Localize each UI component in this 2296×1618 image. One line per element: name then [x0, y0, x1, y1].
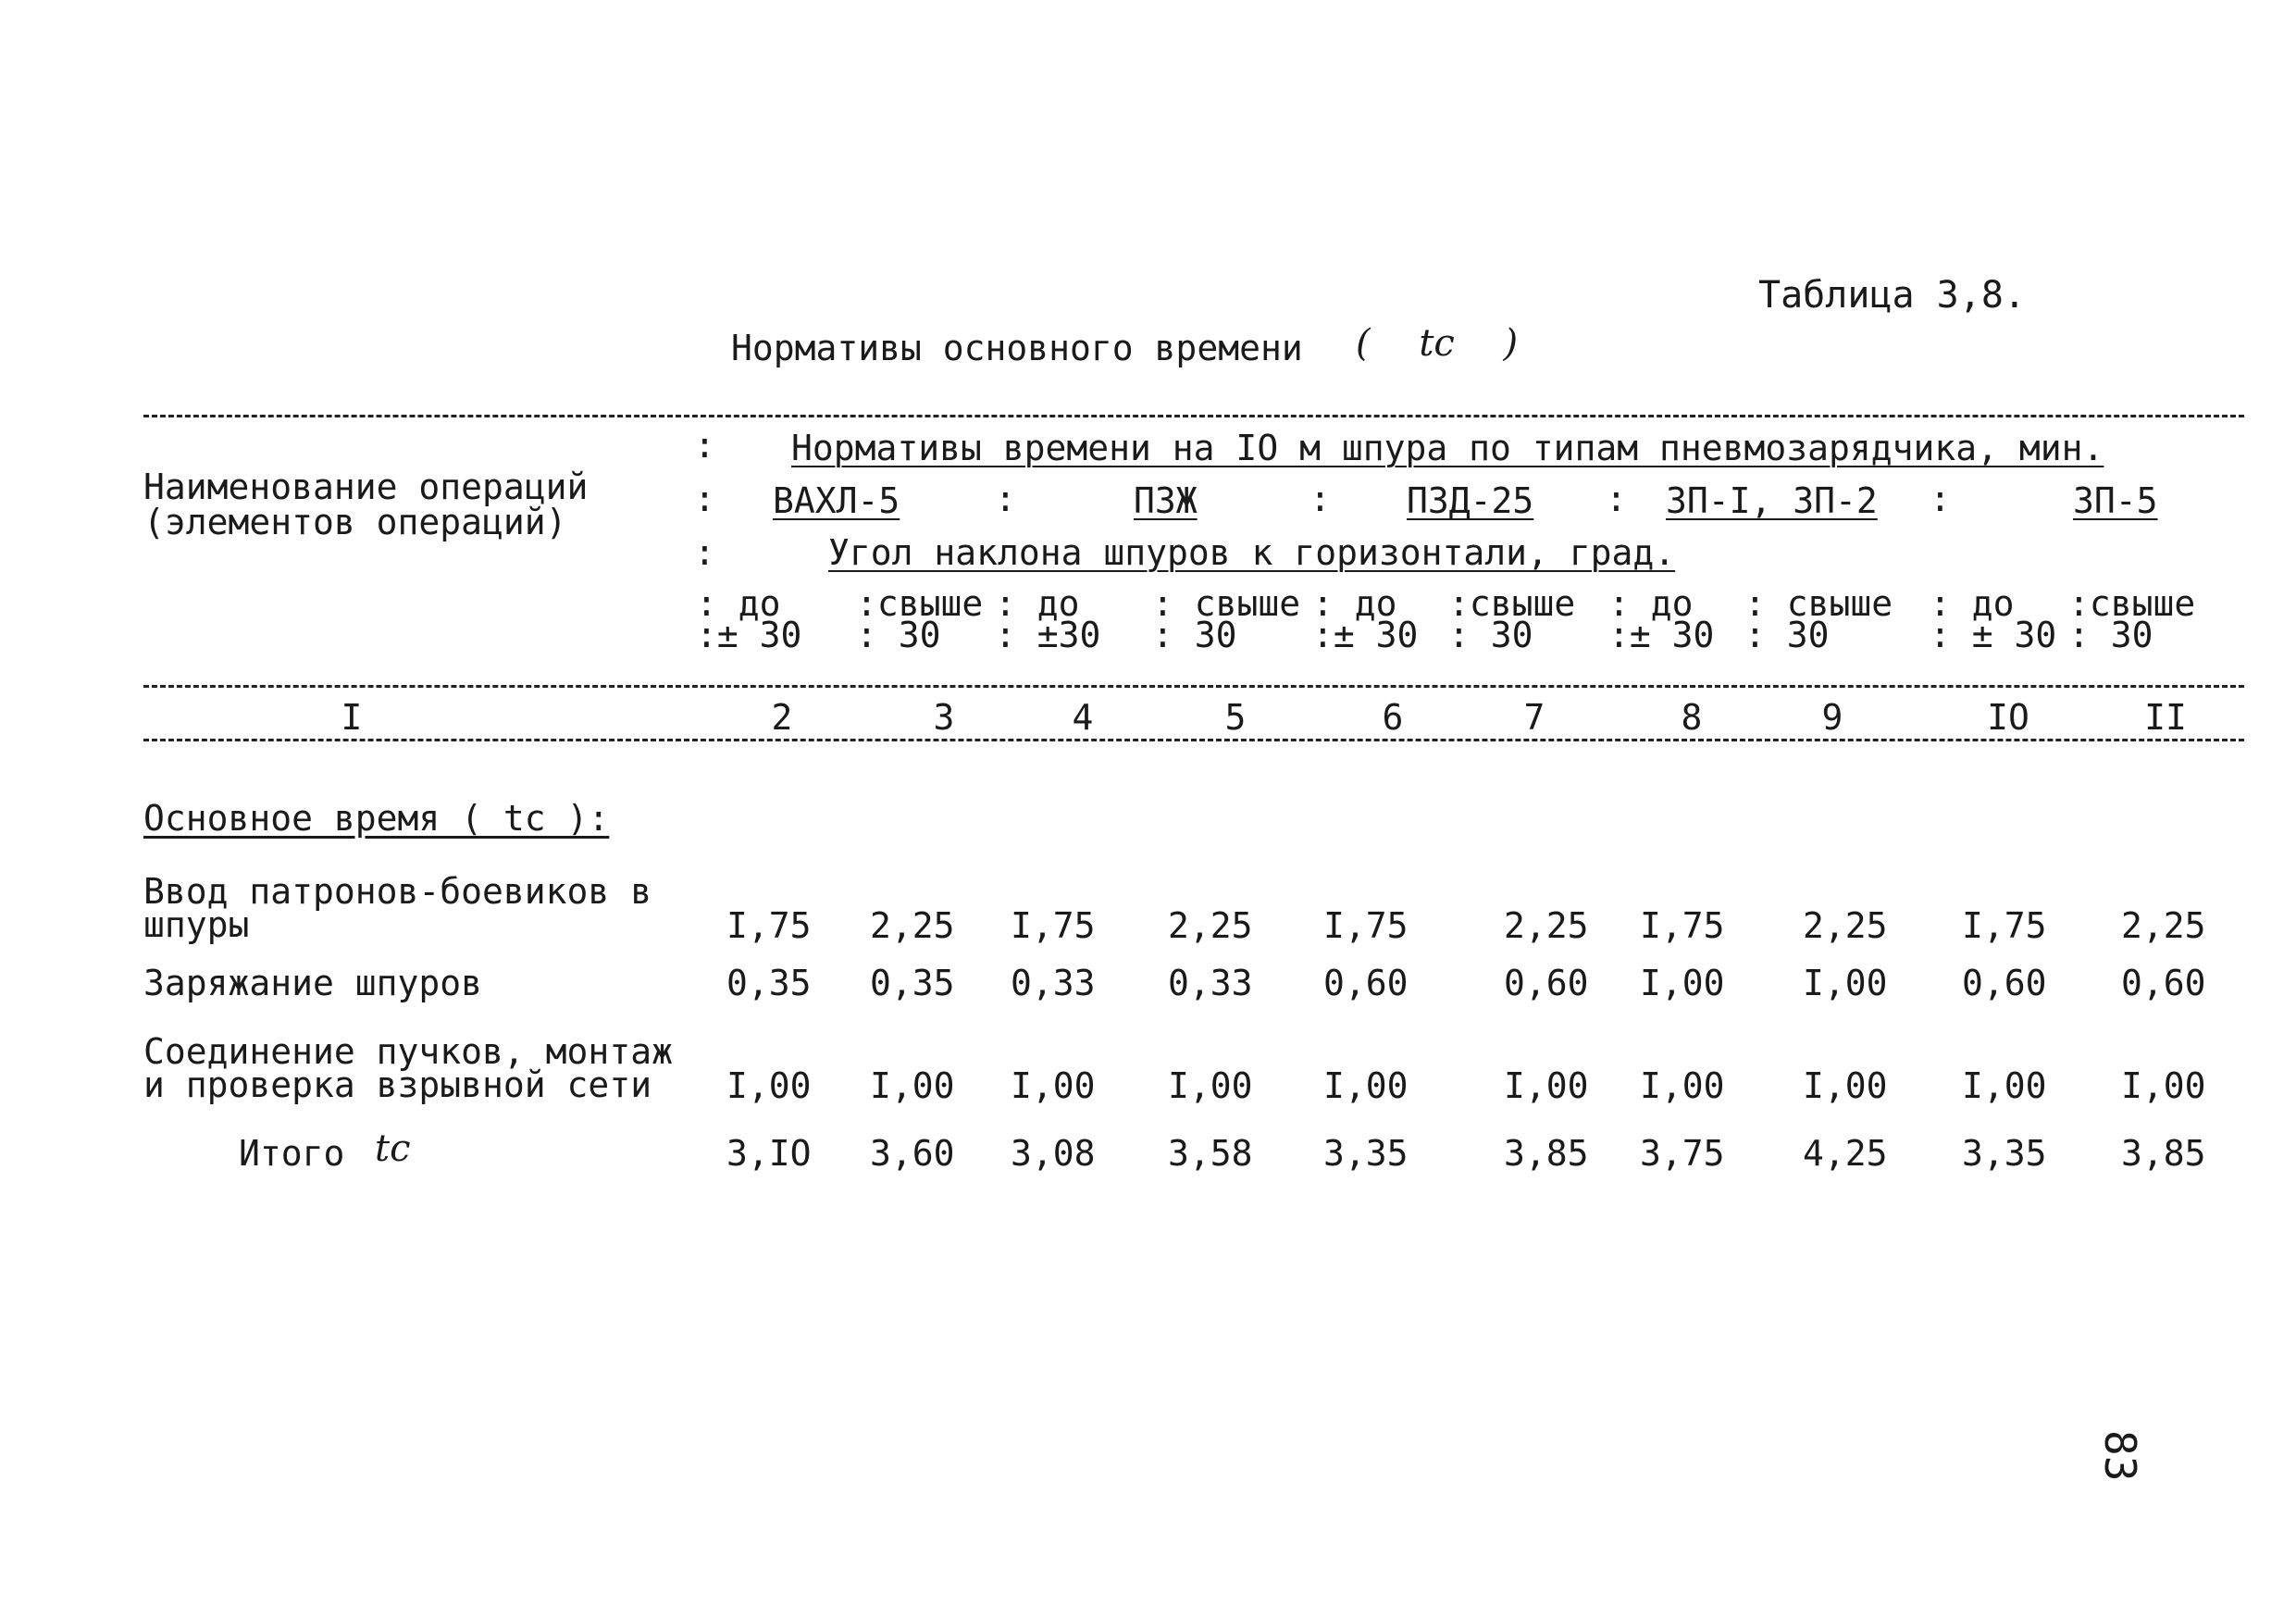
cell-value: I,75: [1640, 905, 1725, 946]
cell-value: 0,60: [1323, 963, 1409, 1003]
cell-value: 4,25: [1803, 1133, 1888, 1174]
loader-vakhl5: ВАХЛ-5: [773, 480, 900, 521]
col-number: 3: [916, 700, 972, 735]
cell-value: 0,33: [1011, 963, 1096, 1003]
subheader-col-9: : свыше : 30: [1744, 583, 1893, 655]
section-title: Основное время ( tc ):: [143, 798, 610, 839]
table-title: Нормативы основного времени: [731, 328, 1303, 368]
table-label: Таблица 3,8.: [1758, 274, 2026, 317]
cell-value: 3,35: [1323, 1133, 1409, 1174]
colon-sep: :: [694, 479, 715, 519]
subheader-text: 30: [1786, 615, 1830, 655]
subheader-text: свыше: [2089, 583, 2196, 624]
subheader-col-6: : до :± 30: [1312, 583, 1419, 655]
total-symbol: tc: [375, 1127, 411, 1170]
subheader-col-8: : до :± 30: [1608, 583, 1715, 655]
subheader-col-2: : до :± 30: [696, 583, 802, 655]
cell-value: 2,25: [1504, 905, 1589, 946]
cell-value: I,75: [1962, 905, 2047, 946]
cell-value: 0,35: [726, 963, 812, 1003]
colon-sep: :: [694, 425, 715, 466]
cell-value: 3,IO: [726, 1133, 812, 1174]
cell-value: I,00: [2121, 1065, 2206, 1106]
subheader-text: свыше: [1786, 583, 1893, 624]
cell-value: I,00: [1640, 963, 1725, 1003]
col-number: 4: [1055, 700, 1111, 735]
subheader-text: ± 30: [716, 615, 802, 655]
row-name-line: Соединение пучков, монтаж: [143, 1031, 673, 1072]
subheader-col-10: : до : ± 30: [1930, 583, 2057, 655]
cell-value: 3,75: [1640, 1133, 1725, 1174]
loader-zp5: ЗП-5: [2073, 480, 2158, 521]
col-header-operations-line1: Наименование операций: [143, 467, 589, 507]
cell-value: I,00: [1504, 1065, 1589, 1106]
col-number: IO: [1976, 700, 2041, 735]
subheader-text: 30: [1194, 615, 1237, 655]
col-header-operations-line2: (элементов операций): [143, 502, 567, 542]
subheader-text: ± 30: [1333, 615, 1419, 655]
cell-value: 3,35: [1962, 1133, 2047, 1174]
col-number: 5: [1208, 700, 1263, 735]
cell-value: 3,58: [1168, 1133, 1253, 1174]
subheader-col-7: :свыше : 30: [1448, 583, 1576, 655]
row-name: [143, 871, 652, 945]
rule-numbers-bottom: [143, 739, 2244, 741]
cell-value: 0,35: [870, 963, 955, 1003]
subheader-text: свыше: [876, 583, 984, 624]
colon-sep: :: [1606, 479, 1627, 519]
cell-value: I,00: [1168, 1065, 1253, 1106]
cell-value: I,75: [726, 905, 812, 946]
col-number: 2: [754, 700, 810, 735]
colon-sep: :: [1309, 479, 1331, 519]
colon-sep: :: [1930, 479, 1951, 519]
cell-value: I,75: [1323, 905, 1409, 946]
cell-value: 0,60: [2121, 963, 2206, 1003]
col-number: I: [315, 700, 389, 735]
cell-value: I,00: [1803, 963, 1888, 1003]
subheader-text: свыше: [1469, 583, 1576, 624]
rule-top: [143, 415, 2244, 417]
row-name: [143, 965, 482, 1001]
subheader-text: до: [1650, 583, 1694, 624]
subheader-text: ± 30: [1629, 615, 1715, 655]
cell-value: I,00: [1640, 1065, 1725, 1106]
cell-value: I,75: [1011, 905, 1096, 946]
cell-value: 2,25: [1168, 905, 1253, 946]
cell-value: I,00: [1803, 1065, 1888, 1106]
col-number: 9: [1805, 700, 1860, 735]
cell-value: 3,85: [1504, 1133, 1589, 1174]
cell-value: 3,85: [2121, 1133, 2206, 1174]
subheader-text: до: [1036, 583, 1080, 624]
subheader-text: 30: [898, 615, 941, 655]
title-symbol: ( tc ): [1356, 322, 1519, 365]
cell-value: I,00: [1323, 1065, 1409, 1106]
subheader-text: до: [1971, 583, 2015, 624]
subheader-col-5: : свыше : 30: [1152, 583, 1301, 655]
col-number: 8: [1664, 700, 1719, 735]
cell-value: 0,60: [1504, 963, 1589, 1003]
subheader-col-3: :свыше : 30: [856, 583, 984, 655]
cell-value: 0,60: [1962, 963, 2047, 1003]
cell-value: 0,33: [1168, 963, 1253, 1003]
row-name-line: Ввод патронов-боевиков в: [143, 871, 652, 912]
col-number: 6: [1365, 700, 1421, 735]
subheader-text: до: [1354, 583, 1397, 624]
loader-zp1-zp2: ЗП-I, ЗП-2: [1666, 480, 1878, 521]
subheader-text: 30: [2110, 615, 2153, 655]
subheader-text: 30: [1490, 615, 1533, 655]
subheader-text: свыше: [1194, 583, 1301, 624]
rule-numbers-top: [143, 685, 2244, 688]
col-header-operations: [143, 469, 588, 540]
cell-value: 2,25: [2121, 905, 2206, 946]
cell-value: I,00: [1962, 1065, 2047, 1106]
colon-sep: :: [694, 532, 715, 573]
total-label: Итого: [239, 1133, 345, 1174]
row-name-line: шпуры: [143, 904, 250, 945]
subheader-text: ±30: [1036, 615, 1101, 655]
angle-title: Угол наклона шпуров к горизонтали, град.: [828, 532, 1676, 573]
cell-value: I,00: [870, 1065, 955, 1106]
cell-value: I,00: [1011, 1065, 1096, 1106]
cell-value: 2,25: [870, 905, 955, 946]
subheader-text: до: [738, 583, 781, 624]
row-name-line: Заряжание шпуров: [143, 963, 483, 1003]
loader-pzzh: ПЗЖ: [1134, 480, 1198, 521]
loader-pzd25: ПЗД-25: [1407, 480, 1534, 521]
group-title: Нормативы времени на IO м шпура по типам пневмозарядчика, мин.: [791, 428, 2104, 468]
colon-sep: :: [995, 479, 1016, 519]
page-number: 83: [2095, 1430, 2145, 1482]
row-name: [143, 1031, 673, 1105]
col-number: 7: [1507, 700, 1562, 735]
cell-value: I,00: [726, 1065, 812, 1106]
cell-value: 3,08: [1011, 1133, 1096, 1174]
row-name-line: и проверка взрывной сети: [143, 1064, 652, 1105]
subheader-text: ± 30: [1971, 615, 2057, 655]
col-number: II: [2133, 700, 2198, 735]
cell-value: 2,25: [1803, 905, 1888, 946]
subheader-col-11: :свыше : 30: [2068, 583, 2196, 655]
subheader-col-4: : до : ±30: [995, 583, 1101, 655]
cell-value: 3,60: [870, 1133, 955, 1174]
